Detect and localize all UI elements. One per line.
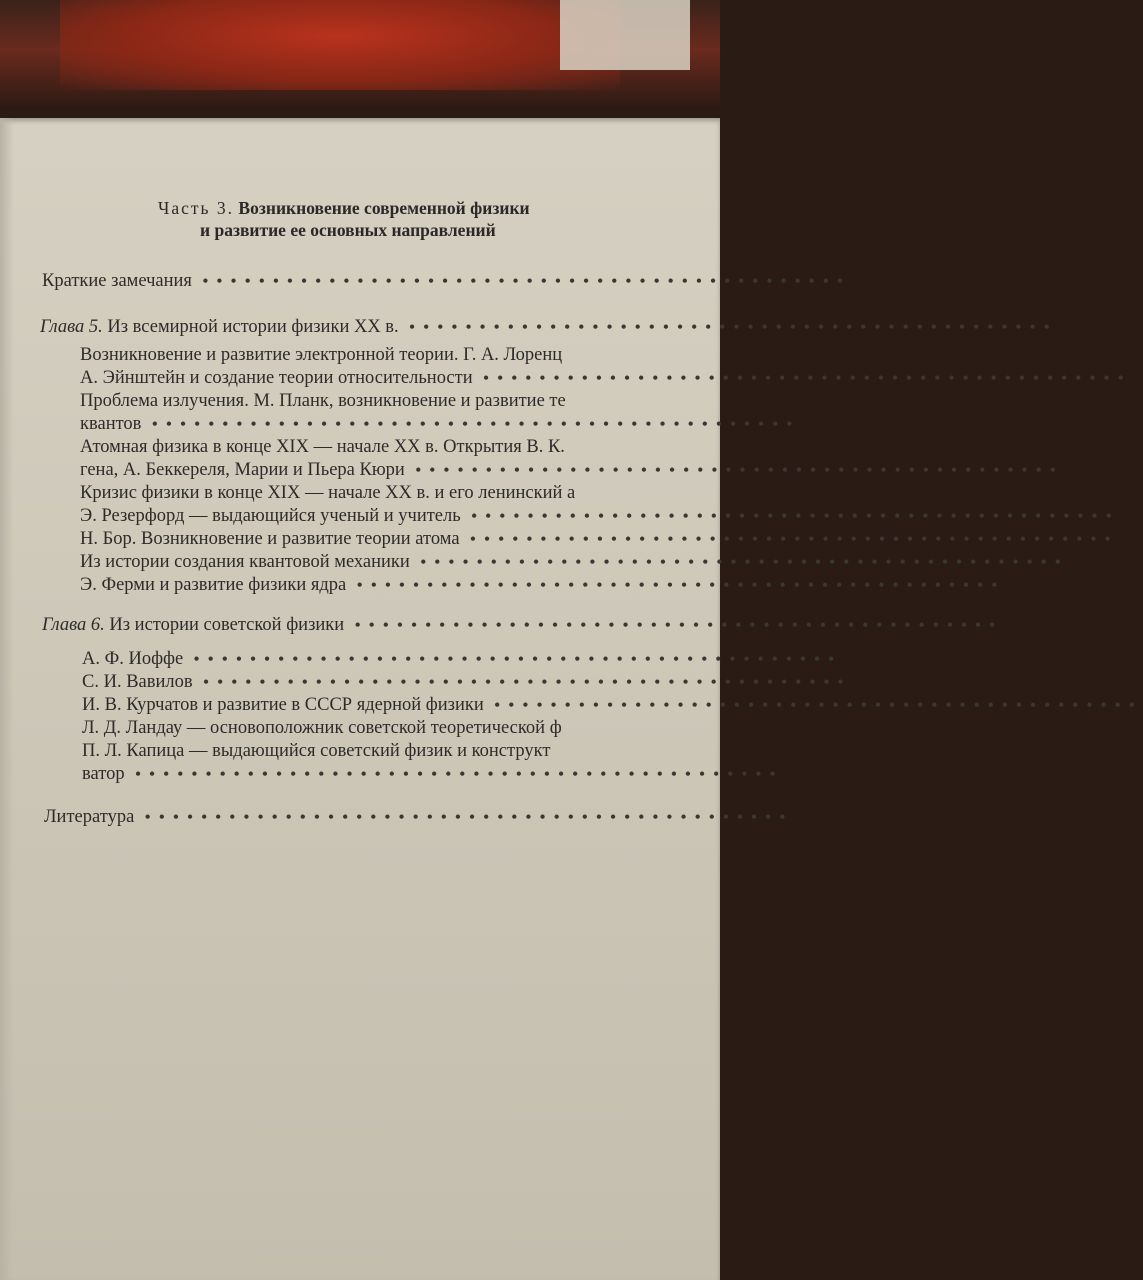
- toc-entry-title: Н. Бор. Возникновение и развитие теории атома: [80, 529, 460, 549]
- part-label: Часть 3.: [158, 198, 235, 218]
- toc-entry[interactable]: [80, 390, 566, 412]
- dot-leader: ••••••••••••••••••••••••••••••••••••••••••••••: [135, 766, 784, 783]
- dot-leader: ••••••••••••••••••••••••••••••••••••••••••••••: [420, 554, 1070, 571]
- toc-entry-title: Из истории создания квантовой механики: [80, 552, 410, 572]
- toc-entry-title: С. И. Вавилов: [82, 672, 193, 692]
- background-red-object: [60, 0, 620, 90]
- toc-entry[interactable]: [80, 367, 1132, 390]
- toc-entry-title: Литература: [44, 807, 135, 827]
- toc-entry[interactable]: [80, 344, 562, 366]
- toc-entry[interactable]: [80, 436, 565, 458]
- toc-entry[interactable]: [82, 740, 550, 762]
- dot-leader: ••••••••••••••••••••••••••••••••••••••••••••••: [470, 531, 1119, 548]
- toc-entry-continuation[interactable]: [80, 413, 801, 436]
- toc-entry-title: П. Л. Капица — выдающийся советский физик и конструкт: [82, 741, 551, 761]
- toc-entry-title: Возникновение и развитие электронной теории. Г. А. Лоренц: [80, 345, 563, 365]
- toc-entry-continuation[interactable]: [82, 763, 784, 786]
- toc-entry-intro[interactable]: [42, 270, 851, 293]
- toc-entry[interactable]: [82, 671, 852, 694]
- dot-leader: ••••••••••••••••••••••••••••••••••••••••••••••: [152, 416, 801, 433]
- toc-entry-bibliography[interactable]: [44, 806, 794, 829]
- toc-entry-title: И. В. Курчатов и развитие в СССР ядерной физики: [82, 695, 484, 715]
- dot-leader: ••••••••••••••••••••••••••••••••••••••••••••••: [193, 651, 843, 668]
- toc-entry-title: гена, А. Беккереля, Марии и Пьера Кюри: [80, 460, 405, 480]
- dot-leader: ••••••••••••••••••••••••••••••••••••••••••••••: [409, 319, 1058, 336]
- toc-entry-title: Э. Резерфорд — выдающийся ученый и учитель: [80, 506, 461, 526]
- toc-entry-title: Проблема излучения. М. Планк, возникновение и развитие те: [80, 391, 566, 411]
- toc-entry[interactable]: [80, 505, 1120, 528]
- part-heading-line-1: [158, 198, 530, 219]
- dot-leader: ••••••••••••••••••••••••••••••••••••••••••••••: [202, 273, 852, 290]
- toc-entry-title: Кризис физики в конце XIX — начале XX в. и его ленинский а: [80, 483, 576, 503]
- dot-leader: ••••••••••••••••••••••••••••••••••••••••••••••: [471, 508, 1120, 525]
- dot-leader: ••••••••••••••••••••••••••••••••••••••••••••••: [354, 617, 1004, 634]
- dot-leader: ••••••••••••••••••••••••••••••••••••••••••••••: [483, 370, 1132, 387]
- toc-entry-title: А. Эйнштейн и создание теории относительности: [80, 368, 473, 388]
- dot-leader: ••••••••••••••••••••••••••••••••••••••••••••••: [203, 674, 852, 691]
- book-page: [0, 118, 1143, 1280]
- toc-entry-title: Атомная физика в конце XIX — начале XX в. Открытия В. К.: [80, 437, 565, 457]
- dot-leader: ••••••••••••••••••••••••••••••••••••••••••••••: [144, 809, 794, 826]
- toc-entry-title: Краткие замечания: [42, 271, 192, 291]
- chapter-label: Глава 5.: [40, 317, 103, 337]
- toc-entry-title: Л. Д. Ландау — основоположник советской теоретической ф: [82, 718, 562, 738]
- chapter-6-heading[interactable]: [42, 614, 1003, 637]
- chapter-title: Из истории советской физики: [109, 615, 345, 635]
- toc-entry[interactable]: [80, 528, 1119, 551]
- toc-entry[interactable]: [82, 648, 842, 671]
- chapter-label: Глава 6.: [42, 615, 105, 635]
- chapter-5-heading[interactable]: [40, 316, 1058, 339]
- toc-entry-continuation[interactable]: [80, 459, 1064, 482]
- toc-entry-title: Э. Ферми и развитие физики ядра: [80, 575, 347, 595]
- toc-entry[interactable]: [82, 717, 562, 739]
- part-heading-line-2: [200, 220, 496, 241]
- toc-entry[interactable]: [80, 574, 1006, 597]
- toc-entry-title: квантов: [80, 414, 142, 434]
- dot-leader: ••••••••••••••••••••••••••••••••••••••••••••••: [494, 697, 1143, 714]
- toc-entry-title: ватор: [82, 764, 125, 784]
- toc-entry-title: А. Ф. Иоффе: [82, 649, 184, 669]
- part-title-line-1: Возникновение современной физики: [238, 198, 530, 218]
- part-title-line-2: и развитие ее основных направлений: [200, 220, 496, 240]
- toc-entry[interactable]: [80, 482, 575, 504]
- chapter-title: Из всемирной истории физики XX в.: [107, 317, 399, 337]
- dot-leader: ••••••••••••••••••••••••••••••••••••••••••••••: [356, 577, 1006, 594]
- toc-entry[interactable]: [82, 694, 1143, 717]
- toc-entry[interactable]: [80, 551, 1069, 574]
- dot-leader: ••••••••••••••••••••••••••••••••••••••••••••••: [415, 462, 1065, 479]
- background-paper-edge: [560, 0, 690, 70]
